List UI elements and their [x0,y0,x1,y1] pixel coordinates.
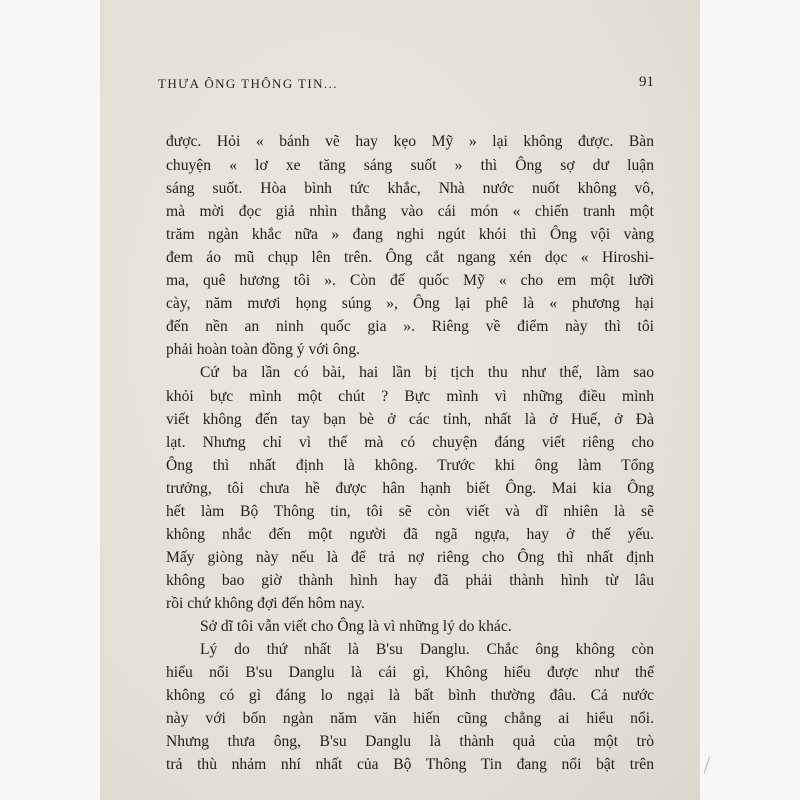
running-title: THƯA ÔNG THÔNG TIN... [158,76,338,91]
text-line: rồi chứ không đợi đến hôm nay. [166,595,365,612]
text-line: đem áo mũ chụp lên trên. Ông cắt ngang xén dọc « Hiroshi- [166,249,654,266]
text-line: không có gì đáng lo ngại là bất bình thường đâu. Cả nước [166,687,654,704]
text-line: trưởng, tôi chưa hề được hân hạnh biết Ông. Mai kia Ông [166,480,654,497]
text-line: Sở dĩ tôi vẫn viết cho Ông là vì những lý do khác. [200,618,512,635]
text-line: hiểu nổi B'su Danglu là cái gì, Không hiểu được như thế [166,664,654,681]
text-line: hết làm Bộ Thông tin, tôi sẽ còn viết và dĩ nhiên là sẽ [166,503,654,520]
text-line: sáng suốt. Hòa bình tức khắc, Nhà nước nuốt không vô, [166,180,654,197]
text-line: trăm ngàn khắc nữa » đang nghi ngút khói thì Ông vội vàng [166,226,654,243]
text-line: phải hoàn toàn đồng ý với ông. [166,341,361,358]
text-line: Nhưng thưa ông, B'su Danglu là thành quả của một trò [166,733,654,750]
text-line: Cứ ba lần có bài, hai lần bị tịch thu như thế, làm sao [200,364,654,381]
text-line: đến nền an ninh quốc gia ». Riêng về điểm này thì tôi [166,318,654,335]
text-line: này với bốn ngàn năm văn hiến cũng chẳng ai hiểu nổi. [166,710,654,727]
text-line: trả thù nhảm nhí nhất của Bộ Thông Tin đang nổi bật trên [166,756,654,773]
page-number: 91 [639,74,654,90]
text-line: ma, quê hương tôi ». Còn đế quốc Mỹ « cho em một lưỡi [166,272,654,289]
text-line: Lý do thứ nhất là B'su Danglu. Chắc ông không còn [200,641,654,658]
text-line: khỏi bực mình một chút ? Bực mình vì những điều mình [166,388,654,405]
text-line: viết không đến tay bạn bè ở các tỉnh, nhất là ở Huế, ở Đà [166,411,654,428]
text-line: lạt. Nhưng chỉ vì thế mà có chuyện đáng viết riêng cho [166,434,654,451]
text-line: chuyện « lơ xe tăng sáng suốt » thì Ông sợ dư luận [166,157,654,174]
text-line: không nhắc đến một người đã ngã ngựa, hay ở thế yếu. [166,526,654,543]
text-line: Mấy giòng này nếu là để trả nợ riêng cho Ông thì nhất định [166,549,654,566]
text-line: cày, năm mươi họng súng », Ông lại phê là « phương hại [166,295,654,312]
text-line: Ông thì nhất định là không. Trước khi ông làm Tổng [166,457,654,474]
text-line: được. Hỏi « bánh vẽ hay kẹo Mỹ » lại không được. Bàn [166,133,654,150]
text-line: mà mời đọc giả nhìn thẳng vào cái món « chiến tranh một [166,203,654,220]
text-line: không bao giờ thành hình hay đã phải thành hình từ lâu [166,572,654,589]
